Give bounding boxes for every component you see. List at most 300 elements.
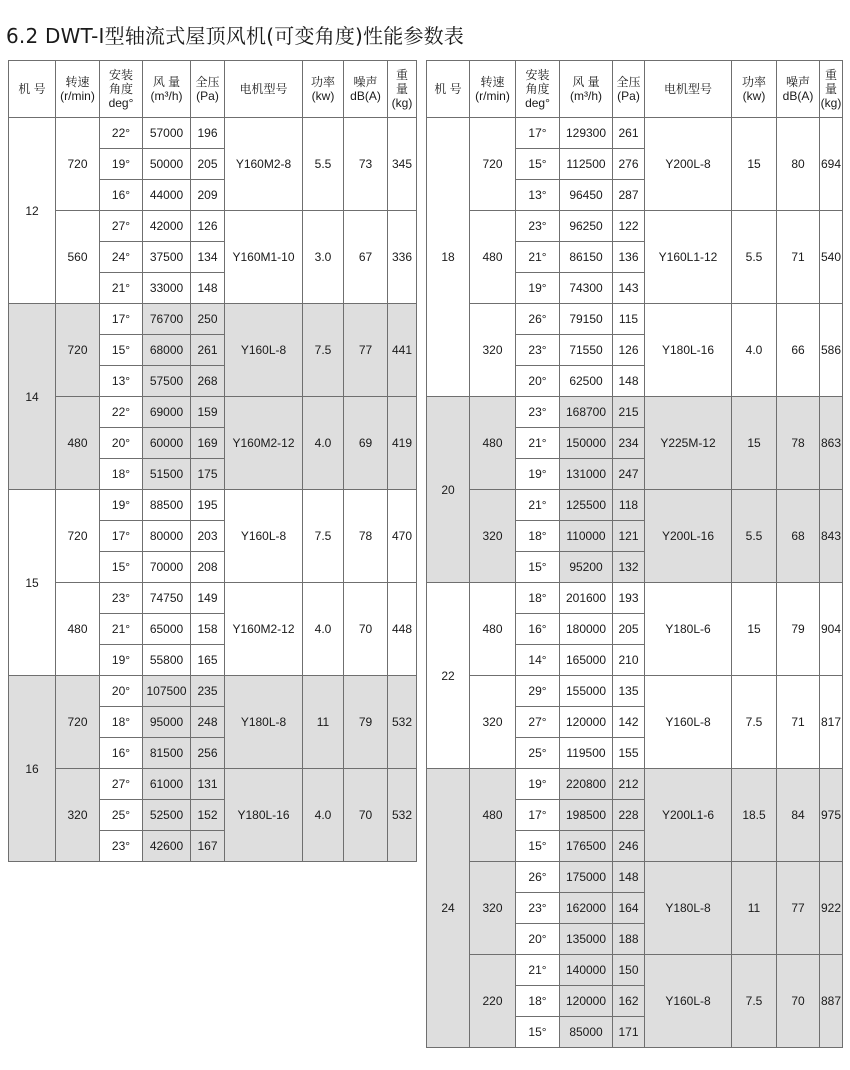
- angle-cell: 23°: [100, 831, 143, 862]
- motor-model-cell: Y180L-16: [645, 304, 732, 397]
- airflow-cell: 69000: [143, 397, 191, 428]
- power-cell: 3.0: [303, 211, 344, 304]
- weight-cell: 817: [820, 676, 843, 769]
- power-cell: 5.5: [732, 211, 777, 304]
- noise-cell: 79: [777, 583, 820, 676]
- angle-cell: 21°: [516, 955, 560, 986]
- noise-cell: 70: [344, 769, 388, 862]
- angle-cell: 18°: [100, 459, 143, 490]
- table-row: [9, 304, 417, 335]
- angle-cell: 20°: [516, 924, 560, 955]
- pressure-cell: 126: [191, 211, 225, 242]
- header-angle: [100, 61, 143, 118]
- airflow-cell: 175000: [560, 862, 613, 893]
- airflow-cell: 57000: [143, 118, 191, 149]
- speed-cell: 720: [470, 118, 516, 211]
- pressure-cell: 148: [613, 862, 645, 893]
- header-text: 机 号: [18, 82, 46, 96]
- pressure-cell: 228: [613, 800, 645, 831]
- weight-cell: 336: [388, 211, 417, 304]
- pressure-cell: 212: [613, 769, 645, 800]
- pressure-cell: 261: [191, 335, 225, 366]
- pressure-cell: 149: [191, 583, 225, 614]
- motor-model-cell: Y200L1-6: [645, 769, 732, 862]
- weight-cell: 448: [388, 583, 417, 676]
- table-row: [9, 769, 417, 800]
- angle-cell: 21°: [516, 242, 560, 273]
- angle-cell: 15°: [516, 552, 560, 583]
- airflow-cell: 76700: [143, 304, 191, 335]
- power-cell: 7.5: [732, 955, 777, 1048]
- noise-cell: 77: [777, 862, 820, 955]
- header-text: 角度: [108, 82, 133, 96]
- airflow-cell: 162000: [560, 893, 613, 924]
- pressure-cell: 118: [613, 490, 645, 521]
- angle-cell: 13°: [516, 180, 560, 211]
- airflow-cell: 74300: [560, 273, 613, 304]
- airflow-cell: 198500: [560, 800, 613, 831]
- airflow-cell: 135000: [560, 924, 613, 955]
- noise-cell: 80: [777, 118, 820, 211]
- pressure-cell: 276: [613, 149, 645, 180]
- table-row: [427, 862, 843, 893]
- angle-cell: 13°: [100, 366, 143, 397]
- power-cell: 15: [732, 397, 777, 490]
- pressure-cell: 248: [191, 707, 225, 738]
- header-text: 全压: [195, 75, 220, 89]
- header-pressure: [613, 61, 645, 118]
- machine-no-cell: 12: [9, 118, 56, 304]
- angle-cell: 14°: [516, 645, 560, 676]
- power-cell: 4.0: [303, 583, 344, 676]
- power-cell: 15: [732, 583, 777, 676]
- angle-cell: 16°: [516, 614, 560, 645]
- angle-cell: 27°: [100, 769, 143, 800]
- speed-cell: 320: [470, 490, 516, 583]
- angle-cell: 21°: [516, 490, 560, 521]
- motor-model-cell: Y160L-8: [225, 490, 303, 583]
- header-noise: [777, 61, 820, 118]
- airflow-cell: 44000: [143, 180, 191, 211]
- header-text: 全压: [616, 75, 641, 89]
- power-cell: 7.5: [303, 490, 344, 583]
- speed-cell: 480: [470, 769, 516, 862]
- airflow-cell: 129300: [560, 118, 613, 149]
- airflow-cell: 86150: [560, 242, 613, 273]
- airflow-cell: 165000: [560, 645, 613, 676]
- header-text: 功率: [741, 75, 766, 89]
- airflow-cell: 96450: [560, 180, 613, 211]
- airflow-cell: 33000: [143, 273, 191, 304]
- weight-cell: 975: [820, 769, 843, 862]
- speed-cell: 480: [56, 397, 100, 490]
- machine-no-cell: 14: [9, 304, 56, 490]
- table-row: [427, 676, 843, 707]
- table-header: [9, 61, 417, 118]
- angle-cell: 26°: [516, 304, 560, 335]
- airflow-cell: 51500: [143, 459, 191, 490]
- header-text: deg°: [108, 96, 134, 110]
- pressure-cell: 135: [613, 676, 645, 707]
- noise-cell: 68: [777, 490, 820, 583]
- airflow-cell: 81500: [143, 738, 191, 769]
- weight-cell: 843: [820, 490, 843, 583]
- header-text: dB(A): [782, 89, 814, 103]
- pressure-cell: 193: [613, 583, 645, 614]
- weight-cell: 419: [388, 397, 417, 490]
- angle-cell: 19°: [100, 645, 143, 676]
- pressure-cell: 164: [613, 893, 645, 924]
- angle-cell: 21°: [100, 614, 143, 645]
- motor-model-cell: Y160L-8: [645, 676, 732, 769]
- pressure-cell: 171: [613, 1017, 645, 1048]
- airflow-cell: 62500: [560, 366, 613, 397]
- table-row: [427, 211, 843, 242]
- airflow-cell: 65000: [143, 614, 191, 645]
- noise-cell: 77: [344, 304, 388, 397]
- weight-cell: 887: [820, 955, 843, 1048]
- angle-cell: 25°: [100, 800, 143, 831]
- noise-cell: 78: [344, 490, 388, 583]
- angle-cell: 18°: [100, 707, 143, 738]
- motor-model-cell: Y180L-16: [225, 769, 303, 862]
- noise-cell: 70: [777, 955, 820, 1048]
- pressure-cell: 256: [191, 738, 225, 769]
- airflow-cell: 176500: [560, 831, 613, 862]
- airflow-cell: 71550: [560, 335, 613, 366]
- pressure-cell: 287: [613, 180, 645, 211]
- pressure-cell: 148: [191, 273, 225, 304]
- angle-cell: 22°: [100, 118, 143, 149]
- header-text: 量: [824, 82, 837, 96]
- pressure-cell: 205: [613, 614, 645, 645]
- airflow-cell: 119500: [560, 738, 613, 769]
- table-row: [427, 490, 843, 521]
- angle-cell: 19°: [100, 490, 143, 521]
- angle-cell: 18°: [516, 986, 560, 1017]
- pressure-cell: 215: [613, 397, 645, 428]
- pressure-cell: 169: [191, 428, 225, 459]
- header-text: 重: [395, 68, 408, 82]
- angle-cell: 16°: [100, 738, 143, 769]
- power-cell: 11: [303, 676, 344, 769]
- airflow-cell: 60000: [143, 428, 191, 459]
- weight-cell: 441: [388, 304, 417, 397]
- header-weight: [820, 61, 843, 118]
- airflow-cell: 155000: [560, 676, 613, 707]
- pressure-cell: 195: [191, 490, 225, 521]
- pressure-cell: 152: [191, 800, 225, 831]
- table-row: [427, 118, 843, 149]
- header-text: deg°: [525, 96, 550, 110]
- angle-cell: 17°: [100, 521, 143, 552]
- angle-cell: 17°: [100, 304, 143, 335]
- angle-cell: 20°: [100, 676, 143, 707]
- angle-cell: 17°: [516, 118, 560, 149]
- angle-cell: 20°: [100, 428, 143, 459]
- header-pressure: [191, 61, 225, 118]
- airflow-cell: 37500: [143, 242, 191, 273]
- angle-cell: 23°: [516, 335, 560, 366]
- angle-cell: 19°: [516, 459, 560, 490]
- pressure-cell: 247: [613, 459, 645, 490]
- pressure-cell: 175: [191, 459, 225, 490]
- noise-cell: 71: [777, 676, 820, 769]
- speed-cell: 320: [56, 769, 100, 862]
- header-text: 安装: [525, 68, 550, 82]
- airflow-cell: 112500: [560, 149, 613, 180]
- angle-cell: 21°: [100, 273, 143, 304]
- header-text: (kw): [311, 89, 335, 103]
- speed-cell: 320: [470, 676, 516, 769]
- speed-cell: 560: [56, 211, 100, 304]
- pressure-cell: 209: [191, 180, 225, 211]
- power-cell: 5.5: [303, 118, 344, 211]
- pressure-cell: 134: [191, 242, 225, 273]
- angle-cell: 19°: [516, 273, 560, 304]
- header-text: 电机型号: [663, 82, 712, 96]
- speed-cell: 480: [470, 211, 516, 304]
- weight-cell: 863: [820, 397, 843, 490]
- pressure-cell: 131: [191, 769, 225, 800]
- airflow-cell: 70000: [143, 552, 191, 583]
- table-row: [427, 955, 843, 986]
- airflow-cell: 95000: [143, 707, 191, 738]
- page-title: 6.2 DWT-Ⅰ型轴流式屋顶风机(可变角度)性能参数表: [6, 24, 465, 48]
- header-power: [732, 61, 777, 118]
- header-machine-no: [427, 61, 470, 118]
- spec-table-left: [8, 60, 417, 862]
- angle-cell: 19°: [100, 149, 143, 180]
- header-text: dB(A): [350, 89, 381, 103]
- pressure-cell: 121: [613, 521, 645, 552]
- weight-cell: 470: [388, 490, 417, 583]
- airflow-cell: 74750: [143, 583, 191, 614]
- angle-cell: 18°: [516, 521, 560, 552]
- airflow-cell: 107500: [143, 676, 191, 707]
- motor-model-cell: Y160M2-12: [225, 583, 303, 676]
- header-text: 量: [395, 82, 408, 96]
- pressure-cell: 126: [613, 335, 645, 366]
- header-text: 重: [824, 68, 837, 82]
- machine-no-cell: 15: [9, 490, 56, 676]
- pressure-cell: 203: [191, 521, 225, 552]
- angle-cell: 15°: [516, 831, 560, 862]
- header-text: (kg): [391, 96, 413, 110]
- header-text: 噪声: [353, 75, 378, 89]
- power-cell: 15: [732, 118, 777, 211]
- header-airflow: [143, 61, 191, 118]
- pressure-cell: 148: [613, 366, 645, 397]
- pressure-cell: 132: [613, 552, 645, 583]
- header-text: (r/min): [475, 89, 510, 103]
- pressure-cell: 122: [613, 211, 645, 242]
- angle-cell: 25°: [516, 738, 560, 769]
- motor-model-cell: Y160M2-8: [225, 118, 303, 211]
- motor-model-cell: Y180L-8: [645, 862, 732, 955]
- machine-no-cell: 18: [427, 118, 470, 397]
- pressure-cell: 167: [191, 831, 225, 862]
- airflow-cell: 131000: [560, 459, 613, 490]
- airflow-cell: 85000: [560, 1017, 613, 1048]
- speed-cell: 480: [470, 583, 516, 676]
- header-text: (m³/h): [570, 89, 602, 103]
- pressure-cell: 115: [613, 304, 645, 335]
- angle-cell: 24°: [100, 242, 143, 273]
- airflow-cell: 110000: [560, 521, 613, 552]
- power-cell: 7.5: [732, 676, 777, 769]
- speed-cell: 320: [470, 862, 516, 955]
- noise-cell: 67: [344, 211, 388, 304]
- power-cell: 11: [732, 862, 777, 955]
- weight-cell: 904: [820, 583, 843, 676]
- airflow-cell: 140000: [560, 955, 613, 986]
- speed-cell: 720: [56, 304, 100, 397]
- airflow-cell: 120000: [560, 707, 613, 738]
- airflow-cell: 57500: [143, 366, 191, 397]
- airflow-cell: 95200: [560, 552, 613, 583]
- motor-model-cell: Y160M1-10: [225, 211, 303, 304]
- header-speed: [56, 61, 100, 118]
- airflow-cell: 150000: [560, 428, 613, 459]
- airflow-cell: 180000: [560, 614, 613, 645]
- angle-cell: 27°: [516, 707, 560, 738]
- header-weight: [388, 61, 417, 118]
- machine-no-cell: 22: [427, 583, 470, 769]
- motor-model-cell: Y160L-8: [225, 304, 303, 397]
- airflow-cell: 42000: [143, 211, 191, 242]
- pressure-cell: 165: [191, 645, 225, 676]
- angle-cell: 17°: [516, 800, 560, 831]
- power-cell: 18.5: [732, 769, 777, 862]
- noise-cell: 70: [344, 583, 388, 676]
- motor-model-cell: Y180L-8: [225, 676, 303, 769]
- angle-cell: 22°: [100, 397, 143, 428]
- weight-cell: 586: [820, 304, 843, 397]
- angle-cell: 29°: [516, 676, 560, 707]
- power-cell: 5.5: [732, 490, 777, 583]
- header-text: 功率: [310, 75, 335, 89]
- airflow-cell: 79150: [560, 304, 613, 335]
- airflow-cell: 68000: [143, 335, 191, 366]
- angle-cell: 19°: [516, 769, 560, 800]
- pressure-cell: 142: [613, 707, 645, 738]
- motor-model-cell: Y200L-16: [645, 490, 732, 583]
- power-cell: 4.0: [303, 397, 344, 490]
- angle-cell: 23°: [516, 211, 560, 242]
- spec-table-right: [426, 60, 843, 1048]
- airflow-cell: 80000: [143, 521, 191, 552]
- noise-cell: 73: [344, 118, 388, 211]
- angle-cell: 23°: [100, 583, 143, 614]
- angle-cell: 26°: [516, 862, 560, 893]
- table-row: [9, 211, 417, 242]
- airflow-cell: 42600: [143, 831, 191, 862]
- angle-cell: 20°: [516, 366, 560, 397]
- header-text: 噪声: [785, 75, 810, 89]
- header-airflow: [560, 61, 613, 118]
- airflow-cell: 201600: [560, 583, 613, 614]
- pressure-cell: 234: [613, 428, 645, 459]
- noise-cell: 79: [344, 676, 388, 769]
- header-text: 机 号: [434, 82, 462, 96]
- angle-cell: 15°: [100, 552, 143, 583]
- speed-cell: 480: [56, 583, 100, 676]
- noise-cell: 78: [777, 397, 820, 490]
- speed-cell: 320: [470, 304, 516, 397]
- angle-cell: 27°: [100, 211, 143, 242]
- power-cell: 4.0: [732, 304, 777, 397]
- speed-cell: 720: [56, 676, 100, 769]
- header-text: (Pa): [617, 89, 640, 103]
- table-row: [427, 769, 843, 800]
- table-header: [427, 61, 843, 118]
- weight-cell: 694: [820, 118, 843, 211]
- angle-cell: 15°: [516, 1017, 560, 1048]
- power-cell: 7.5: [303, 304, 344, 397]
- header-machine-no: [9, 61, 56, 118]
- noise-cell: 69: [344, 397, 388, 490]
- header-text: (Pa): [196, 89, 219, 103]
- angle-cell: 23°: [516, 397, 560, 428]
- motor-model-cell: Y200L-8: [645, 118, 732, 211]
- header-text: 安装: [108, 68, 133, 82]
- table-row: [9, 118, 417, 149]
- motor-model-cell: Y160L-8: [645, 955, 732, 1048]
- power-cell: 4.0: [303, 769, 344, 862]
- header-text: (kw): [742, 89, 766, 103]
- weight-cell: 345: [388, 118, 417, 211]
- speed-cell: 720: [56, 490, 100, 583]
- header-motor-model: [645, 61, 732, 118]
- header-noise: [344, 61, 388, 118]
- header-text: 风 量: [572, 75, 600, 89]
- pressure-cell: 162: [613, 986, 645, 1017]
- pressure-cell: 205: [191, 149, 225, 180]
- weight-cell: 922: [820, 862, 843, 955]
- header-text: 风 量: [152, 75, 181, 89]
- pressure-cell: 159: [191, 397, 225, 428]
- airflow-cell: 168700: [560, 397, 613, 428]
- angle-cell: 15°: [100, 335, 143, 366]
- table-row: [9, 397, 417, 428]
- table-row: [427, 304, 843, 335]
- pressure-cell: 158: [191, 614, 225, 645]
- machine-no-cell: 24: [427, 769, 470, 1048]
- header-power: [303, 61, 344, 118]
- machine-no-cell: 16: [9, 676, 56, 862]
- pressure-cell: 246: [613, 831, 645, 862]
- angle-cell: 18°: [516, 583, 560, 614]
- pressure-cell: 250: [191, 304, 225, 335]
- pressure-cell: 136: [613, 242, 645, 273]
- header-text: 角度: [525, 82, 550, 96]
- pressure-cell: 188: [613, 924, 645, 955]
- airflow-cell: 50000: [143, 149, 191, 180]
- table-row: [9, 676, 417, 707]
- speed-cell: 720: [56, 118, 100, 211]
- header-text: 电机型号: [239, 82, 288, 96]
- header-angle: [516, 61, 560, 118]
- pressure-cell: 235: [191, 676, 225, 707]
- table-row: [427, 397, 843, 428]
- airflow-cell: 125500: [560, 490, 613, 521]
- angle-cell: 15°: [516, 149, 560, 180]
- pressure-cell: 261: [613, 118, 645, 149]
- motor-model-cell: Y160L1-12: [645, 211, 732, 304]
- angle-cell: 23°: [516, 893, 560, 924]
- speed-cell: 480: [470, 397, 516, 490]
